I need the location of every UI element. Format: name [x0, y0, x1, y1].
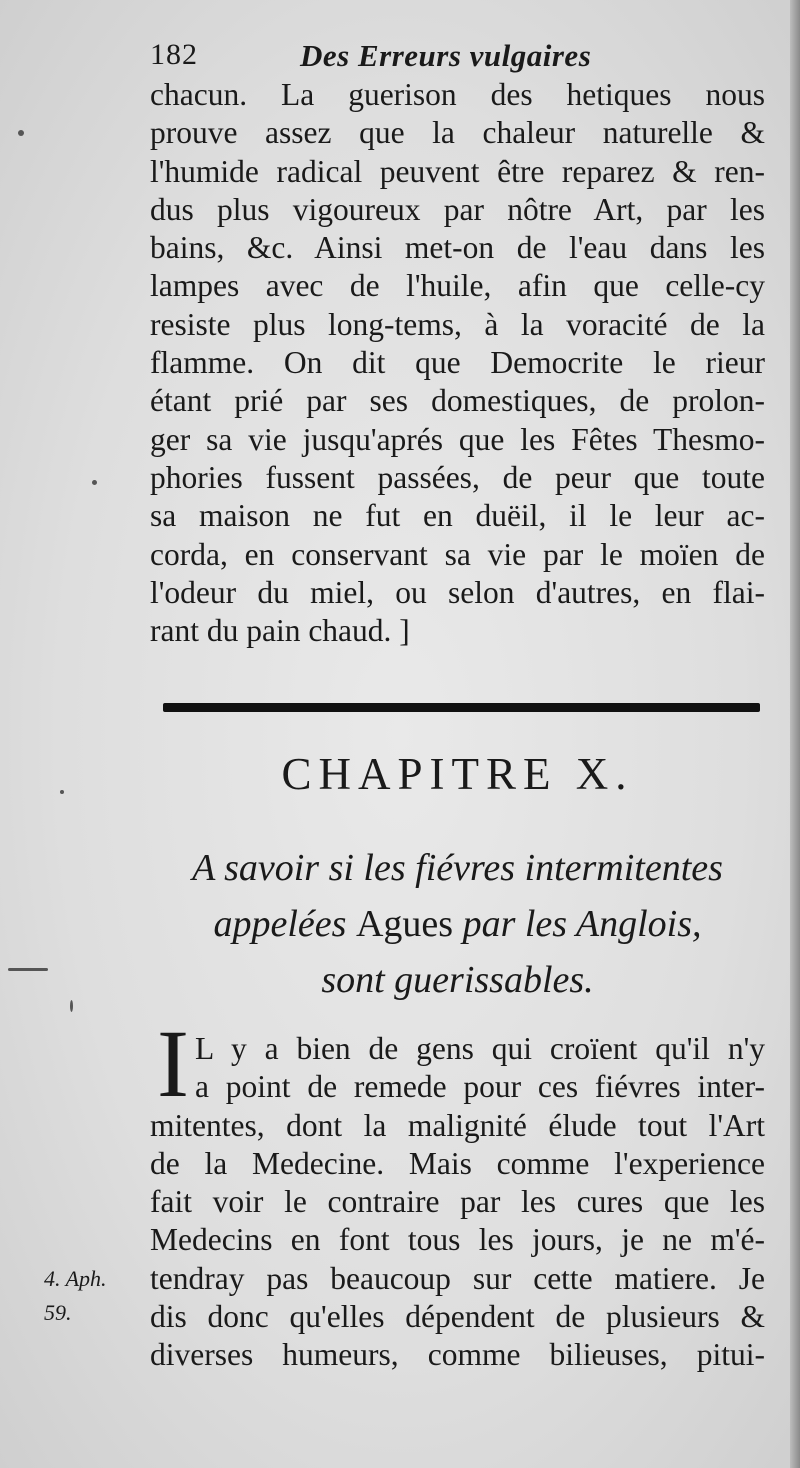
text-line: tendray pas beaucoup sur cette matiere. Je	[150, 1260, 765, 1296]
text-line: fait voir le contraire par les cures que les	[150, 1184, 765, 1220]
text-line: flamme. On dit que Democrite le rieur	[150, 345, 765, 381]
text-line: chacun. La guerison des hetiques nous	[150, 77, 765, 112]
text-line: dis donc qu'elles dépendent de plusieurs &	[150, 1299, 765, 1335]
subtitle-line: sont guerissables.	[321, 959, 594, 1001]
text-line: L y a bien de gens qui croïent qu'il n'y	[195, 1031, 765, 1066]
text-line: mitentes, dont la malignité élude tout l'Art	[150, 1107, 765, 1143]
subtitle-text: par les Anglois,	[453, 903, 702, 945]
text-line: étant prié par ses domestiques, de prolon-	[150, 383, 765, 419]
chapter-title: CHAPITRE X.	[281, 749, 634, 799]
subtitle-text: appelées	[213, 903, 356, 945]
continued-paragraph	[150, 76, 765, 650]
text-line: rant du pain chaud. ]	[150, 613, 410, 649]
subtitle-line	[150, 896, 765, 952]
subtitle-word-agues: Agues	[355, 903, 454, 945]
text-line: l'humide radical peuvent être reparez & ren-	[150, 153, 765, 189]
paper-speck	[70, 1000, 73, 1012]
text-line: diverses humeurs, comme bilieuses, pitui-	[150, 1337, 765, 1373]
text-line: de la Medecine. Mais comme l'experience	[150, 1145, 765, 1181]
text-line: bains, &c. Ainsi met-on de l'eau dans les	[150, 230, 765, 266]
text-line: ger sa vie jusqu'aprés que les Fêtes Thesmo-	[150, 421, 765, 457]
margin-note-line: 59.	[44, 1300, 72, 1325]
drop-cap: I	[157, 1010, 189, 1117]
chapter-body	[150, 1030, 765, 1375]
text-line: prouve assez que la chaleur naturelle &	[150, 115, 765, 151]
paper-speck	[18, 130, 24, 136]
text-line: Medecins en font tous les jours, je ne m'é-	[150, 1222, 765, 1258]
page-header	[150, 38, 650, 78]
paper-speck	[60, 790, 64, 794]
margin-note-line: 4. Aph.	[44, 1266, 107, 1291]
paper-speck	[92, 480, 97, 485]
text-line: phories fussent passées, de peur que toute	[150, 459, 765, 495]
subtitle-line: A savoir si les fiévres intermitentes	[192, 847, 723, 889]
chapter-subtitle	[150, 840, 765, 1008]
text-line: corda, en conservant sa vie par le moïen de	[150, 536, 765, 572]
page-edge-shadow	[790, 0, 800, 1468]
running-head: Des Erreurs vulgaires	[300, 38, 592, 73]
text-line: resiste plus long-tems, à la voracité de la	[150, 306, 765, 342]
text-line: lampes avec de l'huile, afin que celle-cy	[150, 268, 765, 304]
text-line: l'odeur du miel, ou selon d'autres, en flai-	[150, 574, 765, 610]
page-number: 182	[150, 38, 198, 71]
margin-note	[44, 1262, 107, 1330]
section-divider-rule	[163, 703, 760, 712]
text-line: a point de remede pour ces fiévres inter-	[195, 1069, 765, 1105]
text-line: dus plus vigoureux par nôtre Art, par les	[150, 191, 765, 227]
text-line: sa maison ne fut en duëil, il le leur ac-	[150, 498, 765, 534]
paper-speck	[8, 968, 48, 971]
